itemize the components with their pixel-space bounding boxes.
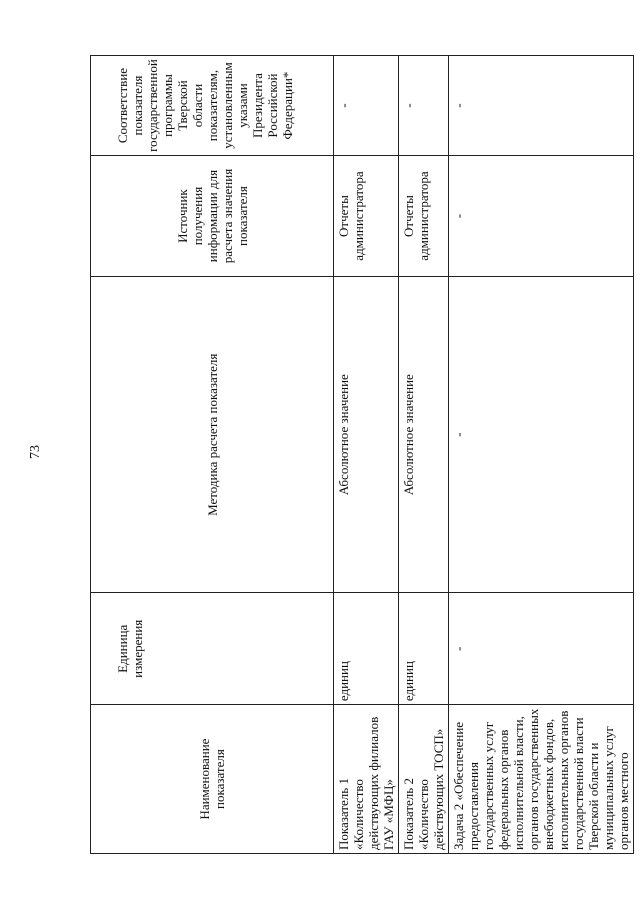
- row2-name: Показатель 2 «Количество действующих ТОСП»: [399, 705, 449, 854]
- indicators-table: [90, 55, 634, 854]
- row1-unit: единиц: [334, 593, 399, 705]
- row2-unit: единиц: [399, 593, 449, 705]
- row3-name: Задача 2 «Обеспечение предоставления государственных услуг федеральных органов исполнительной власти, органов государственных внебюджетных фондов, исполнительных органов государственной власти Тверской области и муниципальных услуг органов местного: [449, 705, 634, 854]
- row1-source: Отчеты администратора: [334, 156, 399, 277]
- header-unit: Единица измерения: [91, 593, 334, 705]
- row1-correspondence: -: [334, 56, 399, 156]
- row3-unit: -: [449, 593, 634, 705]
- header-correspondence: Соответствие показателя государственной программы Тверской области показателям, установленным указами Президента Российской Федерации*: [91, 56, 334, 156]
- row2-correspondence: -: [399, 56, 449, 156]
- row2-method: Абсолютное значение: [399, 277, 449, 593]
- header-source: Источник получения информации для расчета значения показателя: [91, 156, 334, 277]
- table-header-row: [91, 56, 334, 854]
- table-container: [90, 55, 631, 854]
- rotated-table-frame: [90, 55, 631, 854]
- table-row: [334, 56, 399, 854]
- table-row: [449, 56, 634, 854]
- row1-name: Показатель 1 «Количество действующих филиалов ГАУ «МФЦ»: [334, 705, 399, 854]
- header-name: Наименование показателя: [91, 705, 334, 854]
- table-row: [399, 56, 449, 854]
- row3-method: -: [449, 277, 634, 593]
- row2-source: Отчеты администратора: [399, 156, 449, 277]
- row3-source: -: [449, 156, 634, 277]
- page-number: 73: [28, 445, 43, 459]
- header-method: Методика расчета показателя: [91, 277, 334, 593]
- row3-correspondence: -: [449, 56, 634, 156]
- row1-method: Абсолютное значение: [334, 277, 399, 593]
